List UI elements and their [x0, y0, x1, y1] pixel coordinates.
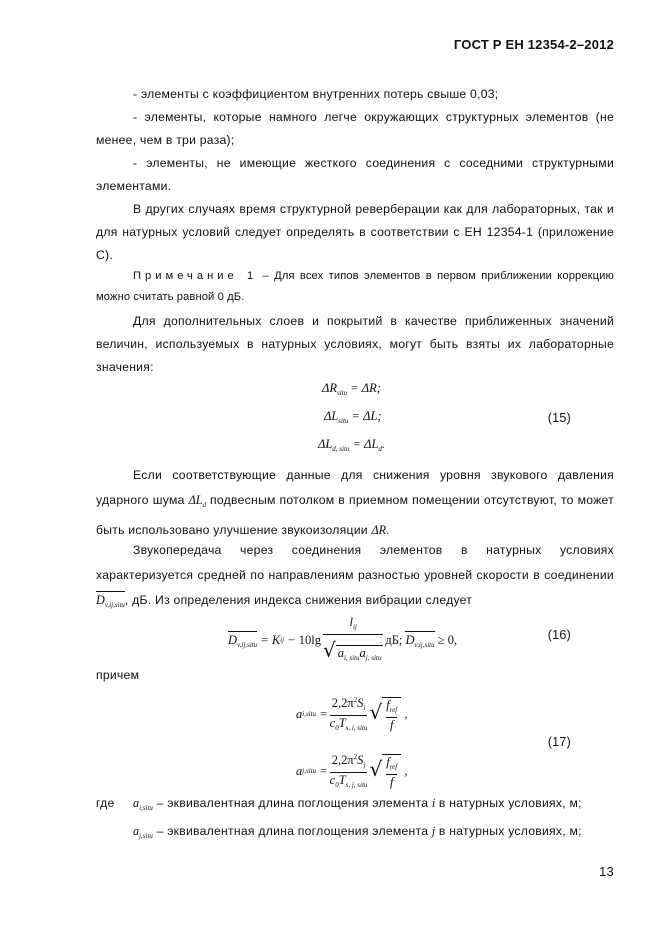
eq16-number: (16) [547, 628, 571, 642]
symbol-delta-r: ΔR [371, 523, 387, 537]
eq17-line1: a i,situ = $\frac{2,2\pi^2S_i}{c_0T_{s, i, situ}}$ √ $\frac{f_{ref}}{f}$ , [296, 692, 407, 736]
eq17-number: (17) [547, 735, 571, 749]
eq15-line1: $\Delta R_{situ} = \Delta R$; [322, 381, 381, 397]
paragraph-transmission: Звукопередача через соединения элементов в натурных условиях характеризуется средней по направлениям разностью уровней скорости в соединении $D_{v,ij,situ}$, дБ. Из определения индекса снижения вибрации следует [96, 543, 614, 609]
eq16-formula: $D_{v,ij,situ}$ = K ij − 10lg $\frac{l_{ij}}{√ a_{i, situ}a_{j, situ}}$ дБ; $D_{v,ij,situ}$ ≥ 0 , [228, 619, 457, 661]
paragraph-layers: Для дополнительных слоев и покрытий в качестве приближенных значений величин, используемых в натурных условиях, могут быть взяты их лабораторные значения: [96, 314, 614, 374]
list-item-lighter-elements: - элементы, которые намного легче окружающих структурных элементов (не менее, чем в три раза); [96, 110, 614, 147]
paragraph-ceiling: Если соответствующие данные для снижения уровня звукового давления ударного шума $\Delta L_d$ подвесным потолком в приемном помещении отсутствуют, то может быть использовано улучшение звукоизоляции ΔR. [96, 468, 615, 537]
symbol-delta-ld: $\Delta L_d$ [188, 493, 207, 509]
definition-ai-situ: $a_{i,situ}$ – эквивалентная длина поглощения элемента i в натурных условиях, м; [133, 796, 582, 812]
list-item-loss-factor: - элементы с коэффициентом внутренних потерь свыше 0,03; [133, 87, 499, 101]
paragraph-other-cases: В других случаях время структурной реверберации как для лабораторных, так и для натурных условий следует определять в соответствии с ЕН 12354-1 (приложение С). [96, 202, 614, 262]
symbol-dv-ij-situ: $D_{v,ij,situ}$ [96, 593, 125, 609]
page-number: 13 [599, 864, 614, 879]
eq15-number: (15) [547, 411, 571, 425]
eq17-line2: a j,situ = $\frac{2,2\pi^2S_j}{c_0T_{s, j, situ}}$ √ $\frac{f_{ref}}{f}$ , [296, 749, 407, 793]
where-label: где [96, 796, 115, 810]
list-item-no-rigid-connection: - элементы, не имеющие жесткого соединения с соседними структурными элементами. [96, 156, 614, 193]
definition-aj-situ: $a_{j,situ}$ – эквивалентная длина поглощения элемента j в натурных условиях, м; [133, 824, 582, 840]
note-label: Примечание 1 [133, 270, 258, 282]
note-1 [96, 266, 614, 308]
word-wherein: причем [96, 668, 140, 682]
note-text: – Для всех типов элементов в первом приближении коррекцию можно считать равной 0 дБ. [96, 270, 614, 303]
eq15-line2: $\Delta L_{situ} = \Delta L$; [324, 409, 382, 425]
eq15-line3: $\Delta L_{d, situ} = \Delta L_d$. [318, 437, 386, 453]
document-header-code: ГОСТ Р ЕН 12354-2–2012 [453, 37, 614, 52]
